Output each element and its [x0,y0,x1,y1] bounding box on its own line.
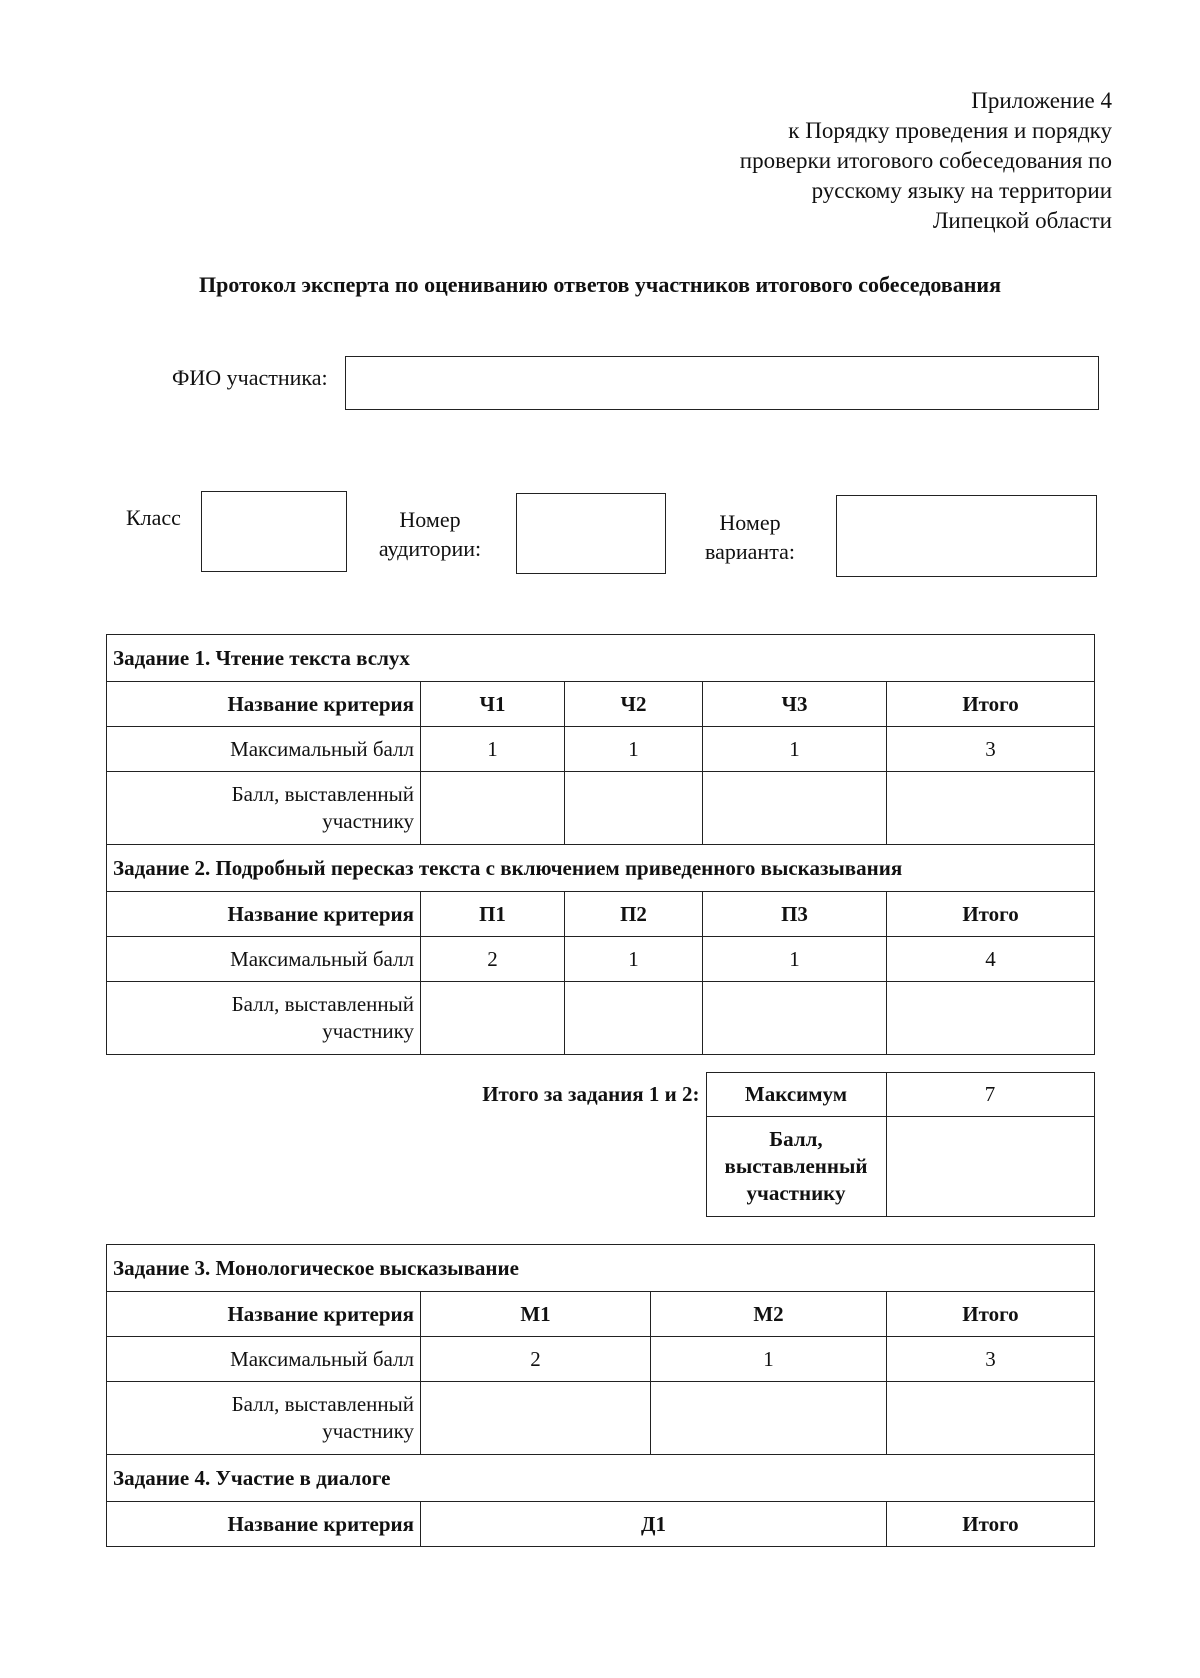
criterion-label: Название критерия [107,892,421,937]
appendix-line: русскому языку на территории [811,178,1112,203]
task4-header-row [107,1455,1095,1502]
task4-criteria-row [107,1502,1095,1547]
criterion-ch3: Ч3 [703,682,887,727]
score-cell-m1[interactable] [421,1382,651,1455]
task4-title: Задание 4. Участие в диалоге [107,1455,1095,1502]
task1-max-row [107,727,1095,772]
max-value: 1 [565,727,703,772]
task2-header-row [107,845,1095,892]
criterion-p2: П2 [565,892,703,937]
max-value: 1 [703,937,887,982]
variant-label-line: варианта: [705,539,795,564]
summary-score-label [706,1117,886,1217]
score-label-line: Балл, выставленный [231,1392,414,1416]
task3-criteria-row [107,1292,1095,1337]
task1-header-row [107,635,1095,682]
appendix-line: проверки итогового собеседования по [739,148,1112,173]
appendix-line: Липецкой области [932,208,1112,233]
max-value: 2 [421,937,565,982]
variant-input[interactable] [836,495,1097,577]
class-label: Класс [126,505,181,530]
criterion-ch2: Ч2 [565,682,703,727]
score-cell-p2[interactable] [565,982,703,1055]
criterion-label: Название критерия [107,1292,421,1337]
criterion-ch1: Ч1 [421,682,565,727]
total-label: Итого [887,1502,1095,1547]
task3-max-row [107,1337,1095,1382]
variant-label [700,508,800,566]
criterion-p1: П1 [421,892,565,937]
criterion-m2: М2 [651,1292,887,1337]
max-value: 1 [651,1337,887,1382]
criterion-m1: М1 [421,1292,651,1337]
max-label: Максимальный балл [107,1337,421,1382]
score-cell-p1[interactable] [421,982,565,1055]
criterion-p3: П3 [703,892,887,937]
room-input[interactable] [516,493,666,574]
summary-max-value: 7 [886,1073,1094,1117]
task2-max-row [107,937,1095,982]
max-value: 1 [421,727,565,772]
criterion-d1: Д1 [421,1502,887,1547]
score-label-line: участнику [322,1419,414,1443]
appendix-line: Приложение 4 [971,88,1112,113]
max-total: 4 [887,937,1095,982]
score-label [107,1382,421,1455]
summary-score-label-line: Балл, [769,1127,823,1151]
score-cell-p3[interactable] [703,982,887,1055]
total-label: Итого [887,682,1095,727]
score-cell-total[interactable] [887,982,1095,1055]
score-label [107,772,421,845]
score-label-line: участнику [322,809,414,833]
class-input[interactable] [201,491,347,572]
score-cell-total[interactable] [887,772,1095,845]
score-cell-ch1[interactable] [421,772,565,845]
summary-max-row [380,1073,1094,1117]
max-total: 3 [887,1337,1095,1382]
max-value: 2 [421,1337,651,1382]
appendix-line: к Порядку проведения и порядку [788,118,1112,143]
score-cell-m2[interactable] [651,1382,887,1455]
tasks-3-4-table [106,1244,1095,1547]
score-cell-ch3[interactable] [703,772,887,845]
score-label-line: участнику [322,1019,414,1043]
total-label: Итого [887,892,1095,937]
max-label: Максимальный балл [107,727,421,772]
max-value: 1 [565,937,703,982]
task1-criteria-row [107,682,1095,727]
criterion-label: Название критерия [107,682,421,727]
variant-label-line: Номер [719,510,781,535]
summary-max-label: Максимум [706,1073,886,1117]
summary-score-cell[interactable] [886,1117,1094,1217]
summary-spacer [380,1117,706,1217]
task1-score-row [107,772,1095,845]
summary-1-2-table [380,1072,1095,1217]
task2-score-row [107,982,1095,1055]
summary-score-label-line: выставленный [724,1154,868,1178]
task1-title: Задание 1. Чтение текста вслух [107,635,1095,682]
task3-score-row [107,1382,1095,1455]
score-label-line: Балл, выставленный [231,782,414,806]
score-label [107,982,421,1055]
fio-label: ФИО участника: [172,365,328,390]
room-label-line: аудитории: [378,536,482,561]
criterion-label: Название критерия [107,1502,421,1547]
page-title: Протокол эксперта по оцениванию ответов участников итогового собеседования [199,272,1001,297]
fio-input[interactable] [345,356,1099,410]
summary-label: Итого за задания 1 и 2: [482,1082,700,1106]
summary-score-row [380,1117,1094,1217]
room-label [375,505,485,563]
appendix-note [740,86,1112,236]
task2-criteria-row [107,892,1095,937]
room-label-line: Номер [399,507,461,532]
summary-score-label-line: участнику [746,1181,846,1205]
task3-header-row [107,1245,1095,1292]
max-label: Максимальный балл [107,937,421,982]
score-cell-ch2[interactable] [565,772,703,845]
score-cell-total[interactable] [887,1382,1095,1455]
task3-title: Задание 3. Монологическое высказывание [107,1245,1095,1292]
tasks-1-2-table [106,634,1095,1055]
task2-title: Задание 2. Подробный пересказ текста с включением приведенного высказывания [107,845,1095,892]
score-label-line: Балл, выставленный [231,992,414,1016]
total-label: Итого [887,1292,1095,1337]
max-value: 1 [703,727,887,772]
max-total: 3 [887,727,1095,772]
